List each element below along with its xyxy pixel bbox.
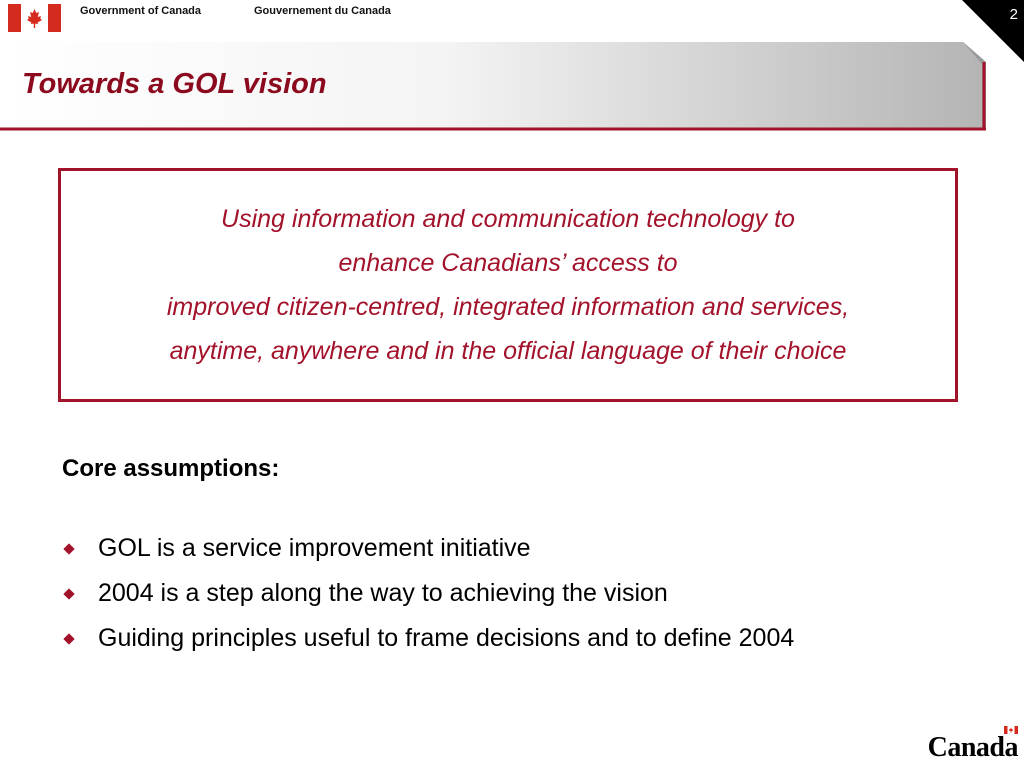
list-item-text: 2004 is a step along the way to achieving the vision xyxy=(98,579,668,607)
government-signature-en: Government of Canada xyxy=(80,5,202,17)
vision-line: enhance Canadians’ access to xyxy=(338,249,678,277)
list-item-text: GOL is a service improvement initiative xyxy=(98,534,531,562)
core-assumptions-list xyxy=(62,526,794,661)
list-item xyxy=(62,571,794,616)
list-item xyxy=(62,526,794,571)
vision-line: Using information and communication technology to xyxy=(221,205,795,233)
government-signature-fr: Gouvernement du Canada xyxy=(254,5,391,17)
canada-wordmark: Canada xyxy=(927,732,1018,763)
canada-flag-icon xyxy=(8,4,61,32)
vision-line: improved citizen-centred, integrated information and services, xyxy=(166,293,850,321)
bullet-diamond-icon xyxy=(63,588,74,599)
slide-title: Towards a GOL vision xyxy=(22,68,327,100)
vision-line: anytime, anywhere and in the official language of their choice xyxy=(169,337,847,365)
page-number: 2 xyxy=(1009,6,1018,23)
list-item xyxy=(62,616,794,661)
bullet-diamond-icon xyxy=(63,543,74,554)
bullet-diamond-icon xyxy=(63,633,74,644)
core-assumptions-heading: Core assumptions: xyxy=(62,455,280,482)
vision-statement-box xyxy=(58,168,958,402)
list-item-text: Guiding principles useful to frame decisions and to define 2004 xyxy=(98,624,795,652)
